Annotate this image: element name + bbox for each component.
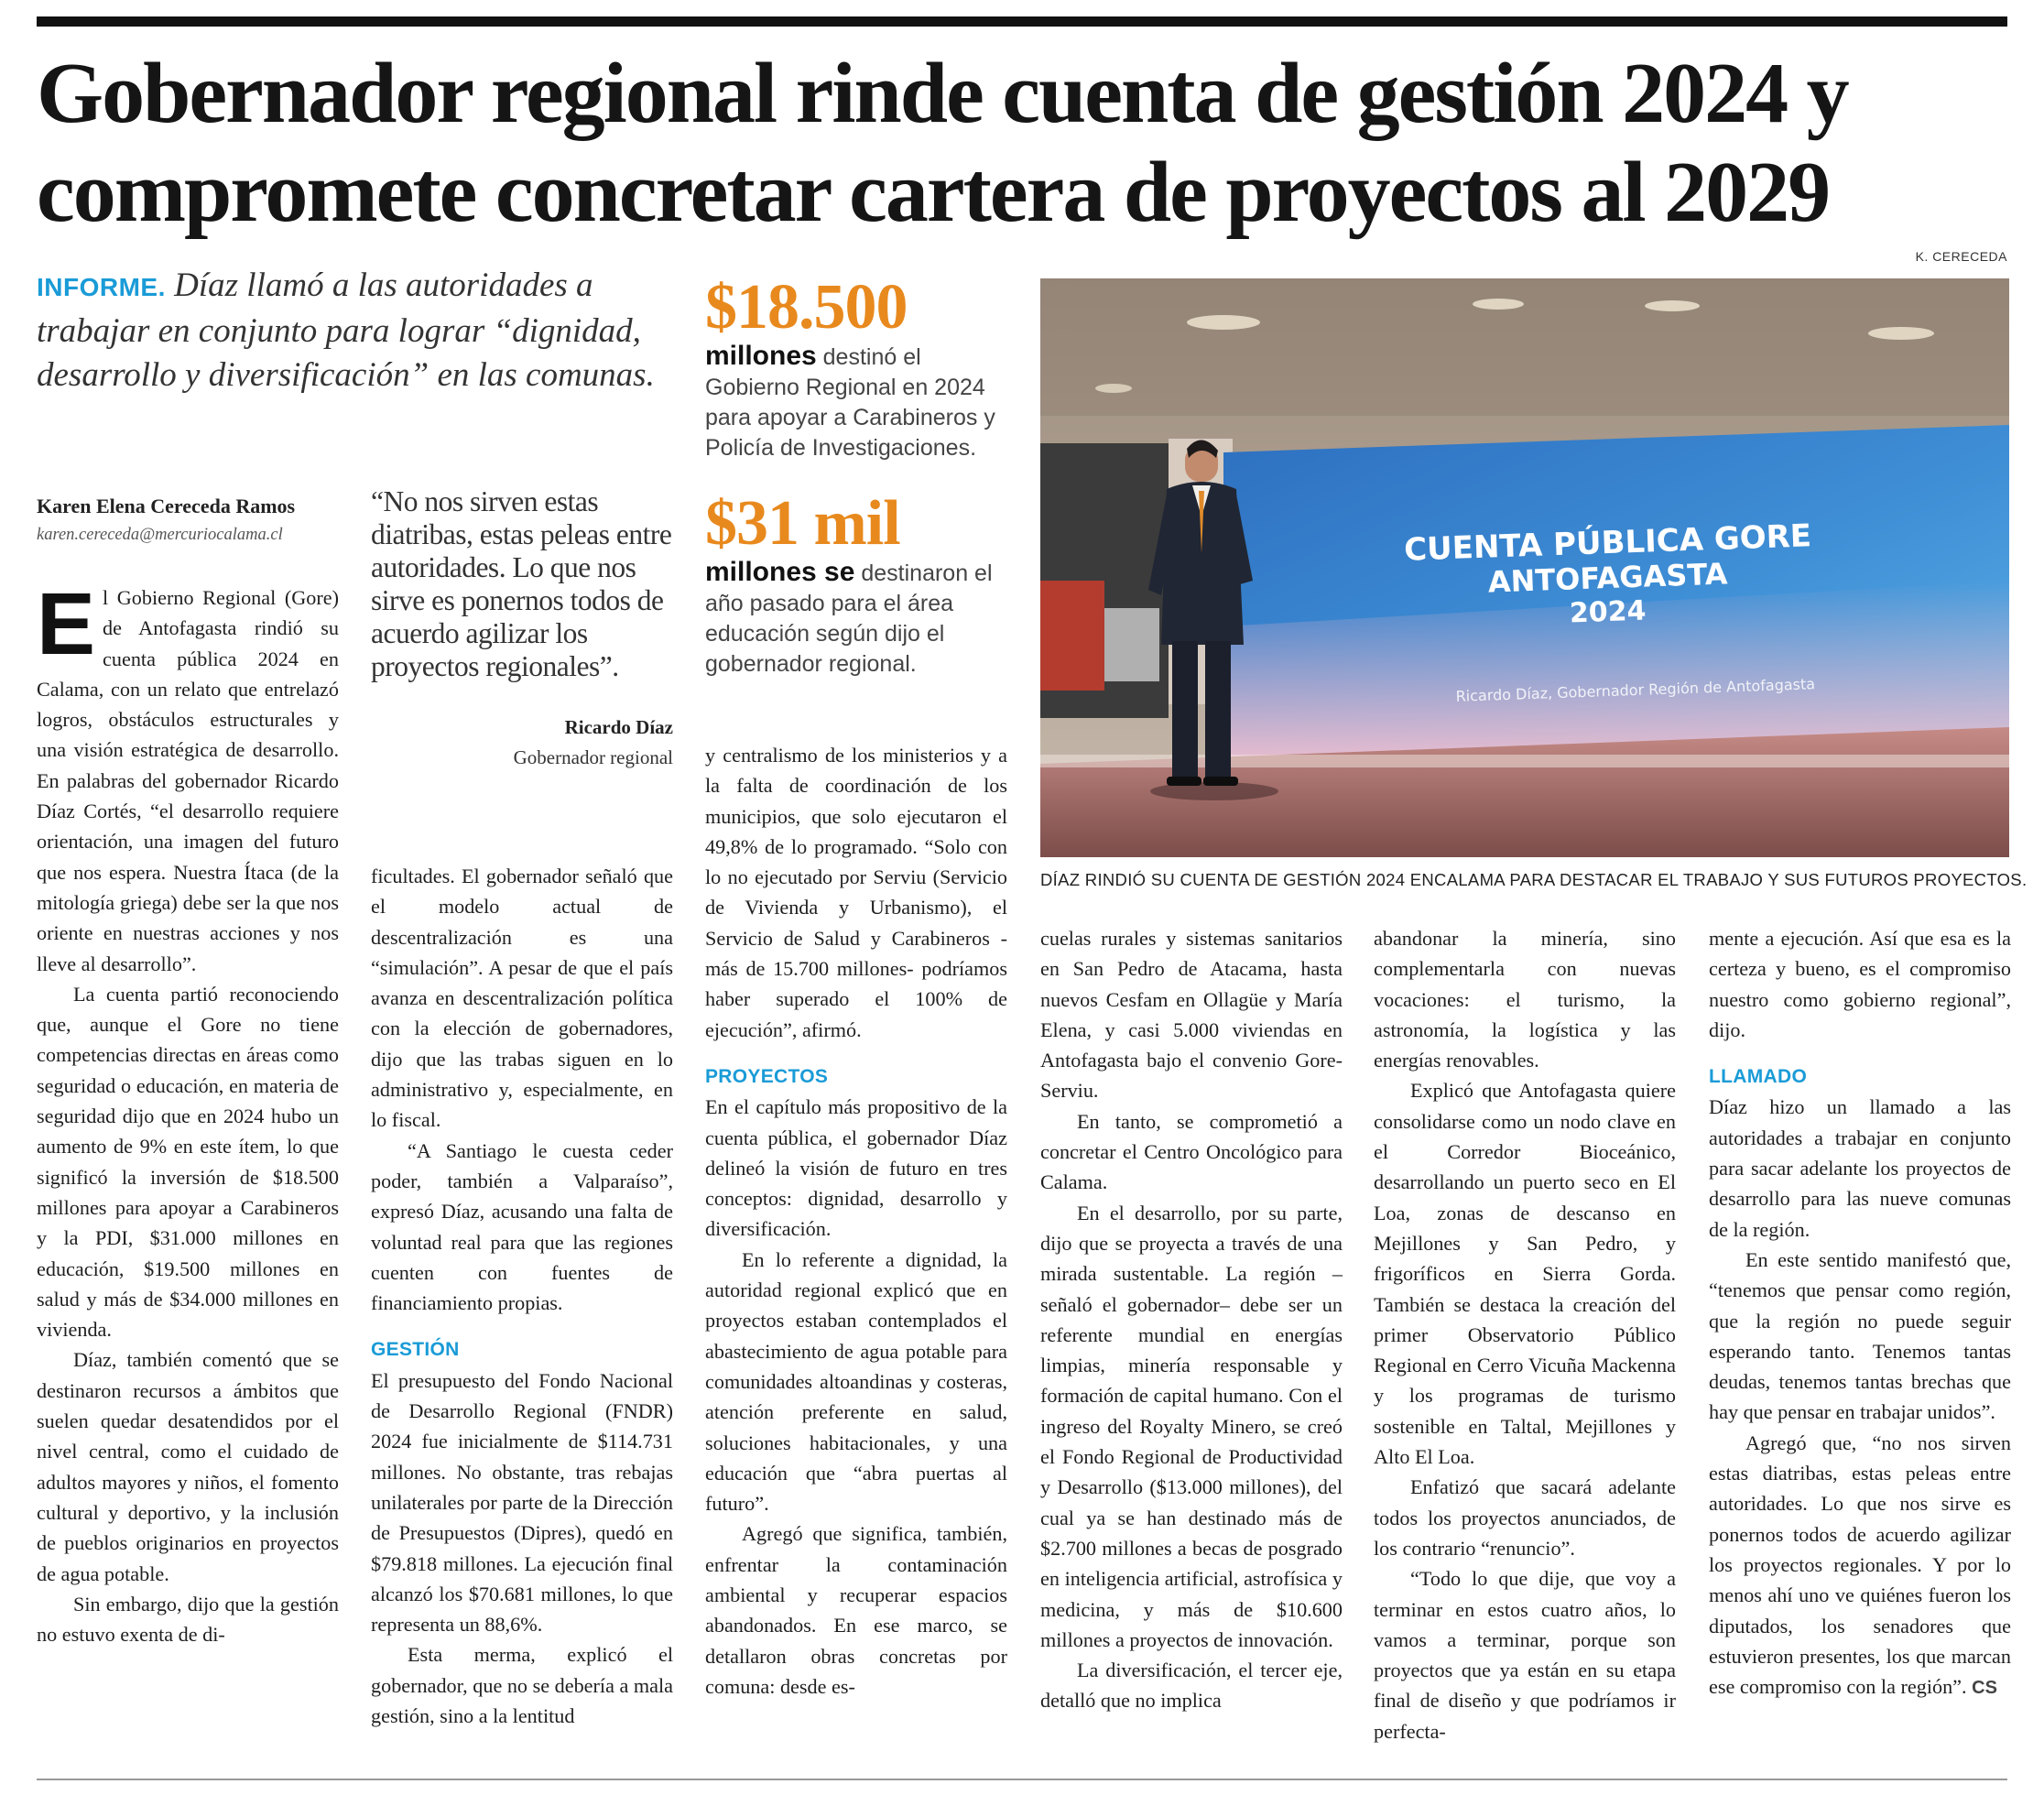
pull-quote-text: “No nos sirven estas diatribas, estas peleas entre autoridades. Lo que nos sirve es ponernos todos de acuerdo agilizar los proyectos regionales”.: [371, 485, 672, 682]
headline-line-2: compromete concretar cartera de proyectos al 2029: [37, 145, 1830, 240]
body-paragraph: mente a ejecución. Así que esa es la certeza y bueno, es el compromiso nuestro como gobierno regional”, dijo.: [1709, 927, 2011, 1041]
body-column-5: [1374, 923, 1676, 1746]
body-paragraph: La cuenta partió reconociendo que, aunque el Gore no tiene competencias directas en áreas como seguridad o educación, en materia de seguridad dijo que en 2024 hubo un aumento de 9% en este ítem, lo que significó la inversión de $18.500 millones para apoyar a Carabineros y la PDI, $31.000 millones en educación, $19.500 millones en salud y más de $34.000 millones en vivienda.: [37, 982, 339, 1342]
section-heading-gestion: GESTIÓN: [371, 1339, 460, 1361]
body-paragraph: cuelas rurales y sistemas sanitarios en San Pedro de Atacama, hasta nuevos Cesfam en Ollagüe y María Elena, y casi 5.000 viviendas en Antofagasta bajo el convenio Gore-Serviu.: [1040, 927, 1343, 1103]
body-paragraph: “A Santiago le cuesta ceder poder, también a Valparaíso”, expresó Díaz, acusando una falta de voluntad real para que las regiones cuenten con fuentes de financiamiento propias.: [371, 1138, 673, 1315]
body-paragraph: El presupuesto del Fondo Nacional de Desarrollo Regional (FNDR) 2024 fue inicialmente de $114.731 millones. No obstante, tras rebajas unilaterales por parte de la Dirección de Presupuestos (Dipres), quedó en $79.818 millones. La ejecución final alcanzó los $70.681 millones, lo que representa un 88,6%.: [371, 1368, 673, 1637]
end-mark: CS: [1972, 1678, 1997, 1699]
top-rule: [37, 16, 2007, 27]
body-paragraph: En el desarrollo, por su parte, dijo que se proyecta a través de una mirada sustentable. La región –señaló el gobernador– debe ser un referente mundial en energías limpias, minería responsable y formación de capital humano. Con el ingreso del Royalty Minero, se creó el Fondo Regional de Productividad y Desarrollo ($13.000 millones), del cual ya se han destinado más de $2.700 millones a becas de posgrado en inteligencia artificial, astrofísica y medicina, y más de $10.600 millones a proyectos de innovación.: [1040, 1201, 1343, 1651]
stat-text-1: destinó el Gobierno Regional en 2024 para apoyar a Carabineros y Policía de Investigaciones.: [705, 344, 995, 461]
body-paragraph: “Todo lo que dije, que voy a terminar en estos cuatro años, lo vamos a terminar, porque son proyectos que ya están en su etapa final de diseño y que podríamos ir perfecta-: [1374, 1567, 1676, 1743]
screen-title-1: CUENTA PÚBLICA GORE: [1403, 517, 1812, 569]
body-paragraph: Sin embargo, dijo que la gestión no estuvo exenta de di-: [37, 1592, 339, 1647]
body-paragraph: abandonar la minería, sino complementarla con nuevas vocaciones: el turismo, la astronomía, la logística y las energías renovables.: [1374, 927, 1676, 1072]
body-paragraph: Explicó que Antofagasta quiere consolidarse como un nodo clave en el Corredor Bioceánico, desarrollando un puerto seco en El Loa, zonas de descanso en Mejillones y San Pedro, y frigoríficos en Sierra Gorda. También se destaca la creación del primer Observatorio Público Regional en Cerro Vicuña Mackenna y los programas de turismo sostenible en Taltal, Mejillones y Alto El Loa.: [1374, 1079, 1676, 1469]
body-paragraph: Esta merma, explicó el gobernador, que no se debería a mala gestión, sino a la lentitud: [371, 1643, 673, 1728]
stat-box-1: [705, 272, 1017, 463]
stat-bold-2: millones se: [705, 557, 855, 587]
event-photo: [1040, 278, 2009, 857]
body-paragraph: ficultades. El gobernador señaló que el modelo actual de descentralización es una “simulación”. A pesar de que el país avanza en descentralización política con la elección de gobernadores, dijo que las trabas siguen en lo administrativo y, especialmente, en lo fiscal.: [371, 865, 673, 1132]
bottom-rule: [37, 1779, 2007, 1780]
stat-box-2: [705, 488, 1017, 680]
headline: [37, 44, 2015, 242]
stat-value-1: $18.500: [705, 272, 908, 343]
body-paragraph: Agregó que significa, también, enfrentar la contaminación ambiental y recuperar espacios abandonados. En ese marco, se detallaron obras concretas por comuna: desde es-: [705, 1522, 1007, 1698]
screen-title-2: ANTOFAGASTA: [1487, 556, 1729, 600]
body-paragraph: La diversificación, el tercer eje, detalló que no implica: [1040, 1659, 1343, 1713]
stat-text-2: destinaron el año pasado para el área educación según dijo el gobernador regional.: [705, 560, 993, 677]
body-paragraph: En el capítulo más propositivo de la cuenta pública, el gobernador Díaz delineó la visión de futuro en tres conceptos: dignidad, desarrollo y diversificación.: [705, 1095, 1007, 1241]
body-paragraph: l Gobierno Regional (Gore) de Antofagasta rindió su cuenta pública 2024 en Calama, con un relato que entrelazó logros, obstáculos estructurales y una visión estratégica de desarrollo. En palabras del gobernador Ricardo Díaz Cortés, “el desarrollo requiere orientación, una imagen del futuro que nos espera. Nuestra Ítaca (de la mitología griega) debe ser la que nos oriente en nuestras acciones y nos lleve al desarrollo”.: [37, 586, 339, 975]
section-heading-llamado: LLAMADO: [1709, 1066, 1808, 1088]
body-column-3: [705, 740, 1007, 1702]
body-column-6: [1709, 923, 2011, 1703]
body-paragraph: Enfatizó que sacará adelante todos los proyectos anunciados, de los contrario “renuncio”.: [1374, 1475, 1676, 1560]
body-paragraph: En lo referente a dignidad, la autoridad regional explicó que en proyectos estaban contemplados el abastecimiento de agua potable para comunidades altoandinas y costeras, atención preferente en salud, soluciones habitacionales, y una educación que “abra puertas al futuro”.: [705, 1247, 1007, 1516]
photo-credit: K. CERECEDA: [1915, 249, 2007, 264]
drop-cap: E: [37, 575, 96, 673]
author-name: Karen Elena Cereceda Ramos: [37, 495, 296, 517]
body-paragraph: En tanto, se comprometió a concretar el Centro Oncológico para Calama.: [1040, 1109, 1343, 1194]
stat-value-2: $31 mil: [705, 488, 900, 559]
body-paragraph: Díaz, también comentó que se destinaron recursos a ámbitos que suelen quedar desatendidos por el nivel central, como el cuidado de adultos mayores y niños, el fomento cultural y deportivo, y la inclusión de pueblos originarios en proyectos de agua potable.: [37, 1348, 339, 1585]
body-paragraph: Agregó que, “no nos sirven estas diatribas, estas peleas entre autoridades. Lo que nos sirve es ponernos todos de acuerdo agilizar los proyectos regionales. Y por lo menos ahí uno ve quiénes fueron los diputados, los senadores que estuvieron presentes, los que marcan ese compromiso con la región”.: [1709, 1431, 2011, 1699]
pull-quote: [371, 485, 673, 769]
lead-summary: [37, 264, 678, 397]
body-paragraph: Díaz hizo un llamado a las autoridades a trabajar en conjunto para sacar adelante los proyectos de desarrollo para las nueve comunas de la región.: [1709, 1095, 2011, 1241]
pull-quote-role: Gobernador regional: [513, 746, 673, 768]
body-paragraph: y centralismo de los ministerios y a la falta de coordinación de los municipios, que solo ejecutaron el 49,8% de lo programado. “Solo con lo no ejecutado por Serviu (Servicio de Vivienda y Urbanismo), el Servicio de Salud y Carabineros -más de 15.700 millones- podríamos haber superado el 100% de ejecución”, afirmó.: [705, 744, 1007, 1041]
body-column-2: [371, 861, 673, 1731]
author-email: karen.cereceda@mercuriocalama.cl: [37, 526, 283, 544]
headline-line-1: Gobernador regional rinde cuenta de gestión 2024 y: [37, 46, 1848, 141]
photo-caption: DÍAZ RINDIÓ SU CUENTA DE GESTIÓN 2024 ENCALAMA PARA DESTACAR EL TRABAJO Y SUS FUTUROS PROYECTOS.: [1040, 870, 2028, 889]
body-column-4: [1040, 923, 1343, 1716]
byline: [37, 495, 348, 545]
body-column-1: [37, 575, 339, 1649]
screen-title-3: 2024: [1569, 594, 1647, 630]
section-heading-proyectos: PROYECTOS: [705, 1065, 829, 1087]
body-paragraph: En este sentido manifestó que, “tenemos que pensar como región, que la región no puede seguir esperando tanto. Tenemos tantas deudas, tenemos tantas brechas que hay que pensar en trabajar unidos”.: [1709, 1247, 2011, 1424]
lead-text: Díaz llamó a las autoridades a trabajar en conjunto para lograr “dignidad, desarrollo y diversificación” en las comunas.: [37, 267, 655, 394]
stat-bold-1: millones: [705, 341, 817, 371]
pull-quote-author: Ricardo Díaz: [564, 716, 673, 738]
screen-subtitle: Ricardo Díaz, Gobernador Región de Antofagasta: [1455, 675, 1816, 705]
lead-kicker: INFORME.: [37, 273, 166, 301]
